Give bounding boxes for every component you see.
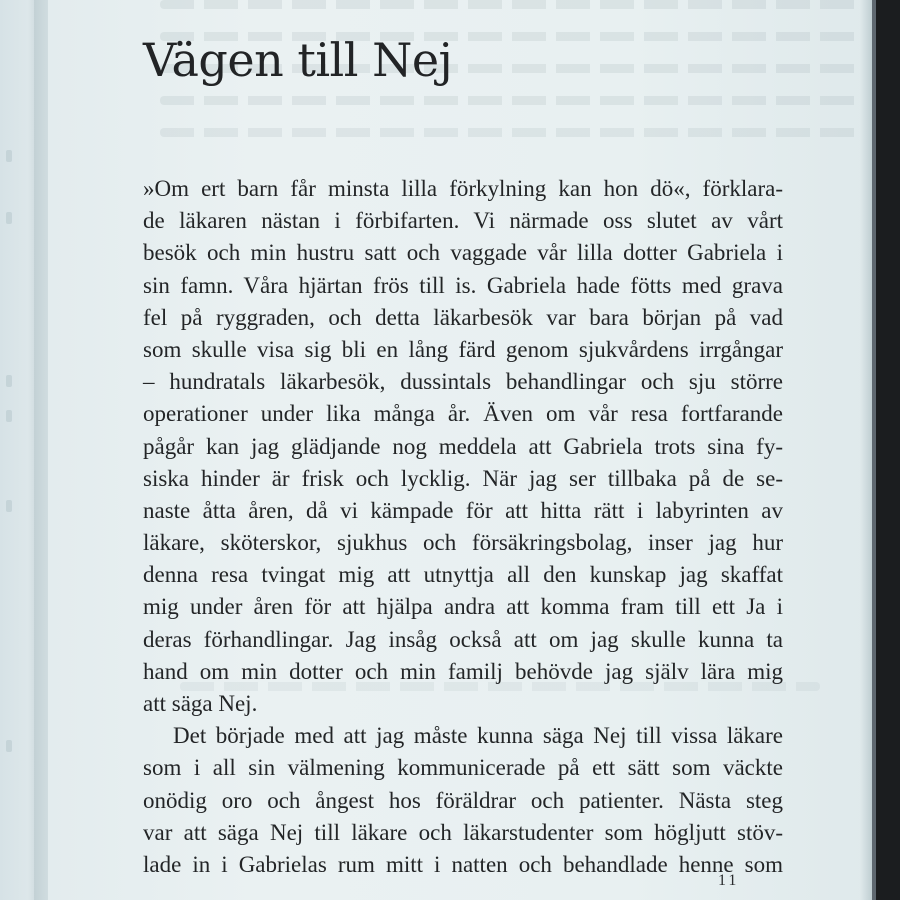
book-cover-edge: [872, 0, 900, 900]
text-line: Det började med att jag måste kunna säga Nej till vissa läkare: [173, 723, 783, 749]
text-line: de läkaren nästan i förbifarten. Vi närmade oss slutet av vårt: [143, 208, 783, 234]
text-line: som skulle visa sig bli en lång färd genom sjukvårdens irrgångar: [143, 336, 783, 362]
text-line: naste åtta åren, då vi kämpade för att hitta rätt i labyrinten av: [143, 497, 783, 523]
left-page-mark: [6, 150, 12, 162]
text-line: läkare, sköterskor, sjukhus och försäkringsbolag, inser jag hur: [143, 530, 783, 556]
text-line: onödig oro och ångest hos föräldrar och patienter. Nästa steg: [143, 787, 783, 813]
text-line: som i all sin välmening kommunicerade på ett sätt som väckte: [143, 755, 783, 781]
book-cover-highlight: [872, 0, 876, 900]
text-line: pågår kan jag glädjande nog meddela att Gabriela trots sina fy-: [143, 433, 783, 459]
left-page-mark: [6, 375, 12, 387]
text-line: »Om ert barn får minsta lilla förkylning kan hon dö«, förklara-: [143, 176, 783, 201]
text-line: siska hinder är frisk och lycklig. När jag ser tillbaka på de se-: [143, 465, 783, 491]
text-line: – hundratals läkarbesök, dussintals behandlingar och sju större: [143, 369, 783, 395]
left-page-mark: [6, 212, 12, 224]
text-line: denna resa tvingat mig att utnyttja all den kunskap jag skaffat: [143, 562, 783, 588]
text-line: lade in i Gabrielas rum mitt i natten och behandlade henne som: [143, 851, 783, 877]
left-page-mark: [6, 500, 12, 512]
page-number: 11: [718, 872, 740, 889]
text-line: sin famn. Våra hjärtan frös till is. Gabriela hade fötts med grava: [143, 272, 783, 298]
text-line: var att säga Nej till läkare och läkarstudenter som högljutt stöv-: [143, 819, 783, 845]
body-text: [143, 173, 783, 881]
text-line: besök och min hustru satt och vaggade vår lilla dotter Gabriela i: [143, 240, 783, 266]
left-page-mark: [6, 740, 12, 752]
text-line: att säga Nej.: [143, 691, 258, 716]
left-page-mark: [6, 410, 12, 422]
text-line: operationer under lika många år. Även om vår resa fortfarande: [143, 401, 783, 427]
text-line: mig under åren för att hjälpa andra att komma fram till ett Ja i: [143, 594, 783, 620]
chapter-title: Vägen till Nej: [143, 33, 453, 87]
text-line: hand om min dotter och min familj behövde jag själv lära mig: [143, 658, 783, 684]
text-line: deras förhandlingar. Jag insåg också att om jag skulle kunna ta: [143, 626, 783, 652]
text-line: fel på ryggraden, och detta läkarbesök var bara början på vad: [143, 304, 783, 330]
